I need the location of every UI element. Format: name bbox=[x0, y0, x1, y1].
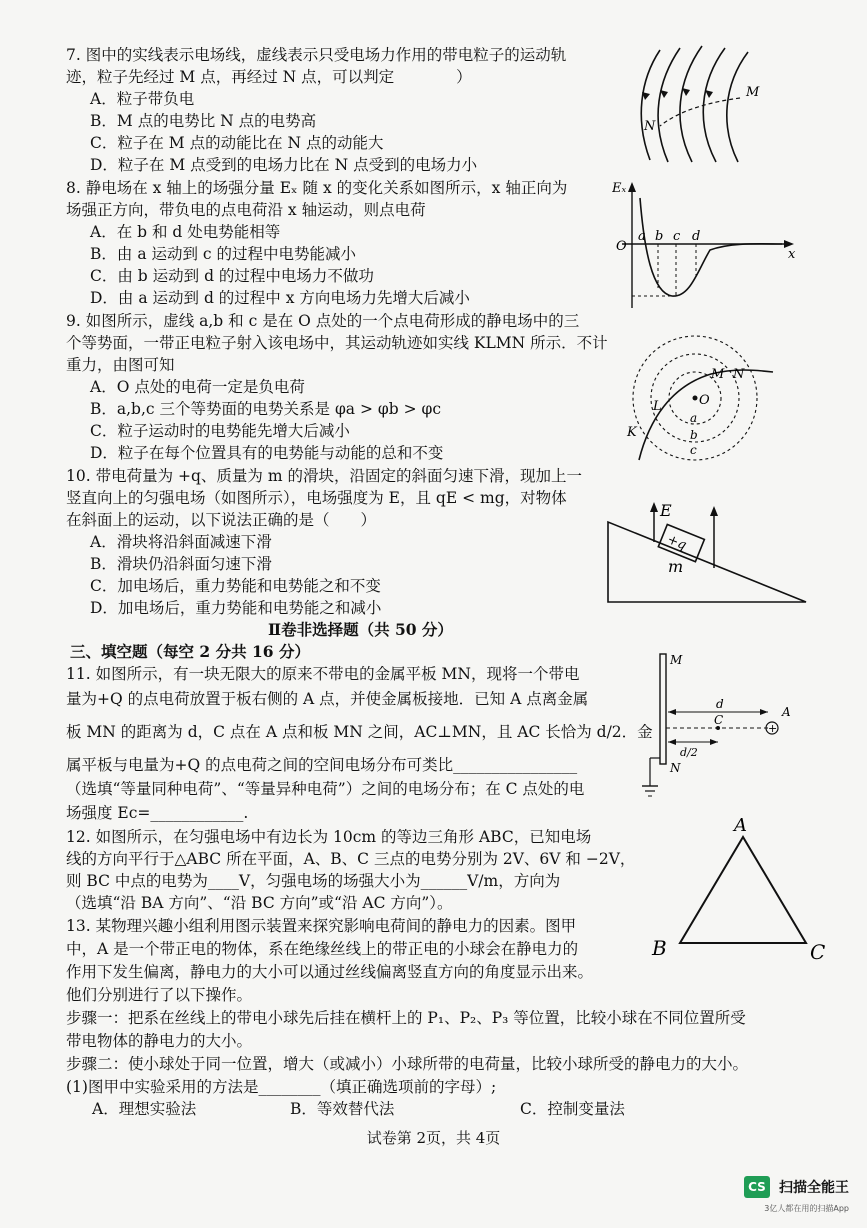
q13-step1-line2: 带电物体的静电力的大小。 bbox=[66, 1032, 253, 1050]
q13-option-c: C．控制变量法 bbox=[520, 1100, 625, 1118]
section3-title: 三、填空题（每空 2 分共 16 分） bbox=[70, 642, 310, 661]
q11-label-half-d: d/2 bbox=[680, 746, 698, 759]
q13-line4: 他们分别进行了以下操作。 bbox=[66, 986, 253, 1004]
scanner-logo-icon: CS bbox=[744, 1176, 770, 1198]
q7-label-n: N bbox=[644, 119, 656, 134]
q11-label-c: C bbox=[714, 713, 724, 727]
q8-ex-graph bbox=[612, 178, 802, 318]
q11-label-a: A bbox=[782, 705, 791, 719]
q8-option-b: B．由 a 运动到 c 的过程中电势能减小 bbox=[90, 245, 357, 263]
q11-line3: 板 MN 的距离为 d，C 点在 A 点和板 MN 之间，AC⊥MN，且 AC 长恰为 d/2．金 bbox=[66, 723, 653, 741]
q9-label-c: c bbox=[690, 443, 697, 457]
q8-option-d: D．由 a 运动到 d 的过程中 x 方向电场力先增大后减小 bbox=[90, 289, 470, 307]
q10-incline-figure bbox=[602, 498, 812, 610]
q11-label-m: M bbox=[670, 653, 683, 667]
q9-option-b: B．a,b,c 三个等势面的电势关系是 φa > φb > φc bbox=[90, 400, 442, 418]
q8-label-x: x bbox=[788, 247, 796, 262]
q10-label-m: m bbox=[668, 557, 684, 576]
q10-stem-line3: 在斜面上的运动，以下说法正确的是（ ） bbox=[66, 511, 377, 529]
page-footer: 试卷第 2页，共 4页 bbox=[366, 1129, 501, 1147]
q8-stem-line1: 8. 静电场在 x 轴上的场强分量 Eₓ 随 x 的变化关系如图所示，x 轴正向为 bbox=[66, 179, 568, 197]
q9-label-a: a bbox=[690, 411, 698, 425]
q11-line6: 场强度 Ec=____________. bbox=[66, 804, 249, 822]
q10-option-d: D．加电场后，重力势能和电势能之和减小 bbox=[90, 599, 382, 617]
q13-line3: 作用下发生偏离，静电力的大小可以通过丝线偏离竖直方向的角度显示出来。 bbox=[66, 963, 594, 981]
q10-label-q: +q bbox=[665, 532, 689, 554]
q11-line4: 属平板与电量为+Q 的点电荷之间的空间电场分布可类比________________ bbox=[66, 756, 578, 774]
q12-line3: 则 BC 中点的电势为____V，匀强电场的场强大小为______V/m，方向为 bbox=[66, 872, 561, 890]
scanner-brand-slogan: 3亿人都在用的扫描App bbox=[764, 1204, 849, 1213]
q8-label-c: c bbox=[673, 229, 681, 244]
q9-label-l: L bbox=[653, 399, 662, 414]
q7-option-d: D．粒子在 M 点受到的电场力比在 N 点受到的电场力小 bbox=[90, 156, 478, 174]
q7-option-a: A．粒子带负电 bbox=[90, 90, 195, 108]
q13-option-a: A．理想实验法 bbox=[92, 1100, 197, 1118]
q11-line5: （选填“等量同种电荷”、“等量异种电荷”）之间的电场分布；在 C 点处的电 bbox=[66, 780, 585, 798]
q12-line4: （选填“沿 BA 方向”、“沿 BC 方向”或“沿 AC 方向”）。 bbox=[66, 894, 453, 912]
q9-label-m: M bbox=[711, 367, 725, 382]
q11-label-plus: + bbox=[768, 722, 778, 735]
q8-option-c: C．由 b 运动到 d 的过程中电场力不做功 bbox=[90, 267, 374, 285]
q13-step2: 步骤二：使小球处于同一位置，增大（或减小）小球所带的电荷量，比较小球所受的静电力的大小。 bbox=[66, 1055, 749, 1073]
q9-stem-line2: 个等势面，一带正电粒子射入该电场中，其运动轨迹如实线 KLMN 所示．不计 bbox=[66, 334, 608, 352]
q13-line2: 中，A 是一个带正电的物体，系在绝缘丝线上的带正电的小球会在静电力的 bbox=[66, 940, 579, 958]
q8-label-ex: Eₓ bbox=[612, 181, 627, 196]
q9-stem-line3: 重力，由图可知 bbox=[66, 356, 175, 374]
q11-label-n: N bbox=[670, 761, 681, 775]
q9-option-c: C．粒子运动时的电势能先增大后减小 bbox=[90, 422, 350, 440]
q8-stem-line2: 场强正方向，带负电的点电荷沿 x 轴运动，则点电荷 bbox=[66, 201, 426, 219]
scanner-brand-name: 扫描全能王 bbox=[779, 1180, 849, 1196]
q12-line1: 12. 如图所示，在匀强电场中有边长为 10cm 的等边三角形 ABC，已知电场 bbox=[66, 828, 592, 846]
q12-triangle-figure bbox=[648, 815, 838, 965]
q9-label-k: K bbox=[627, 425, 637, 440]
q10-stem-line1: 10. 带电荷量为 +q、质量为 m 的滑块，沿固定的斜面匀速下滑，现加上一 bbox=[66, 467, 582, 485]
q13-option-b: B．等效替代法 bbox=[290, 1100, 395, 1118]
q7-option-c: C．粒子在 M 点的动能比在 N 点的动能大 bbox=[90, 134, 384, 152]
q9-option-d: D．粒子在每个位置具有的电势能与动能的总和不变 bbox=[90, 444, 444, 462]
q8-label-o: O bbox=[616, 239, 627, 254]
q13-line1: 13. 某物理兴趣小组利用图示装置来探究影响电荷间的静电力的因素。图甲 bbox=[66, 917, 577, 935]
q11-plate-figure bbox=[638, 650, 808, 805]
q9-label-b: b bbox=[690, 428, 698, 442]
scanner-watermark bbox=[744, 1176, 849, 1198]
q7-option-b: B．M 点的电势比 N 点的电势高 bbox=[90, 112, 317, 130]
q12-label-c: C bbox=[810, 940, 826, 964]
q12-label-b: B bbox=[652, 936, 667, 960]
q10-option-a: A．滑块将沿斜面减速下滑 bbox=[90, 533, 272, 551]
q7-label-m: M bbox=[746, 85, 760, 100]
q13-sub1: (1)图甲中实验采用的方法是________（填正确选项前的字母）; bbox=[66, 1078, 497, 1096]
q10-stem-line2: 竖直向上的匀强电场（如图所示），电场强度为 E，且 qE < mg，对物体 bbox=[66, 489, 567, 507]
q11-line1: 11. 如图所示，有一块无限大的原来不带电的金属平板 MN，现将一个带电 bbox=[66, 665, 580, 683]
q8-option-a: A．在 b 和 d 处电势能相等 bbox=[90, 223, 281, 241]
q9-option-a: A．O 点处的电荷一定是负电荷 bbox=[90, 378, 305, 396]
q12-label-a: A bbox=[734, 815, 747, 836]
q8-label-b: b bbox=[655, 229, 664, 244]
q8-label-a: a bbox=[638, 229, 646, 244]
q10-label-e: E bbox=[660, 501, 672, 520]
q10-option-b: B．滑块仍沿斜面匀速下滑 bbox=[90, 555, 272, 573]
q9-equipotential-figure bbox=[615, 330, 785, 470]
q9-label-o: O bbox=[699, 393, 710, 408]
q10-option-c: C．加电场后，重力势能和电势能之和不变 bbox=[90, 577, 381, 595]
q7-stem-line1: 7. 图中的实线表示电场线，虚线表示只受电场力作用的带电粒子的运动轨 bbox=[66, 46, 567, 64]
q7-stem-line2: 迹，粒子先经过 M 点，再经过 N 点，可以判定 ） bbox=[66, 68, 472, 86]
q11-label-d: d bbox=[716, 697, 724, 711]
q11-line2: 量为+Q 的点电荷放置于板右侧的 A 点，并使金属板接地．已知 A 点离金属 bbox=[66, 690, 589, 708]
part2-title: Ⅱ卷非选择题（共 50 分） bbox=[268, 620, 453, 639]
q12-line2: 线的方向平行于△ABC 所在平面，A、B、C 三点的电势分别为 2V、6V 和 −2V， bbox=[66, 850, 636, 868]
q13-step1-line1: 步骤一：把系在丝线上的带电小球先后挂在横杆上的 P₁、P₂、P₃ 等位置，比较小球在不同位置所受 bbox=[66, 1009, 746, 1027]
q8-label-d: d bbox=[692, 229, 701, 244]
q7-field-line-figure bbox=[620, 40, 790, 170]
q9-stem-line1: 9. 如图所示，虚线 a,b 和 c 是在 O 点处的一个点电荷形成的静电场中的三 bbox=[66, 312, 580, 330]
q9-label-n: N bbox=[733, 367, 745, 382]
